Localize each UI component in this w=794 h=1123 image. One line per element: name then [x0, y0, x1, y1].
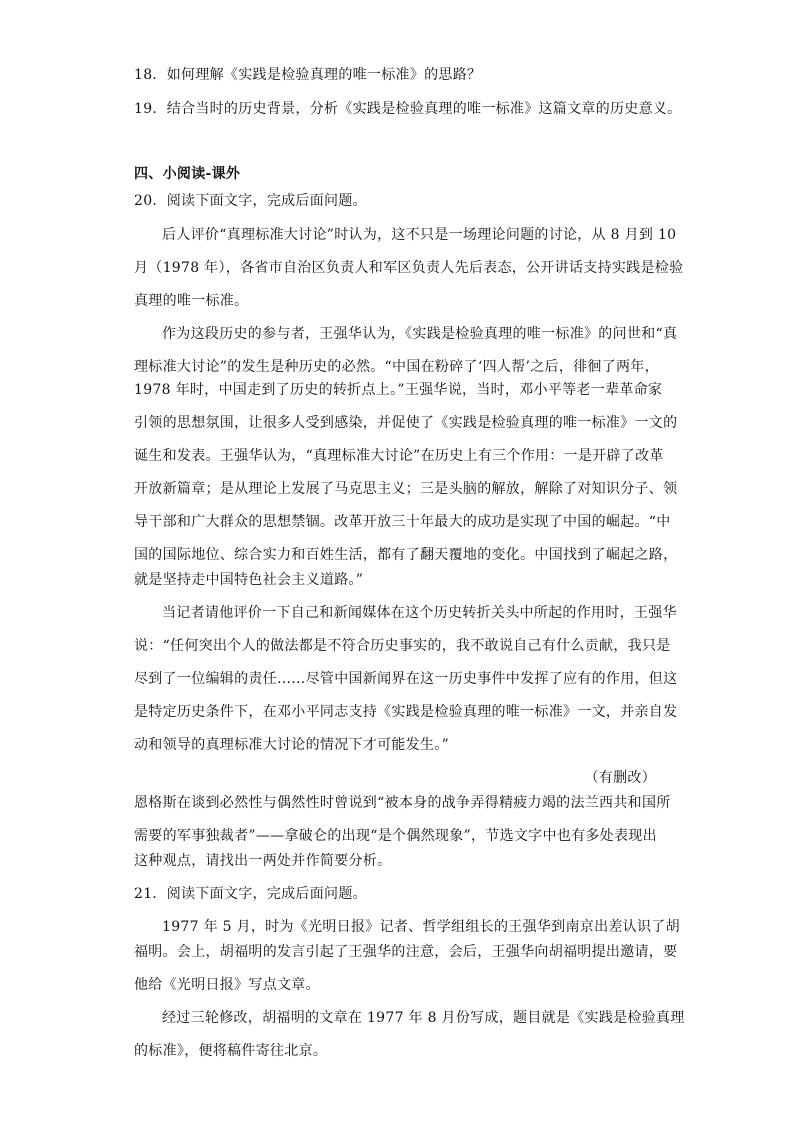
passage-line: 国的国际地位、综合实力和百姓生活，都有了翻天覆地的变化。中国找到了崛起之路， — [134, 547, 678, 563]
passage-line: 他给《光明日报》写点文章。 — [134, 977, 320, 993]
passage-line: 当记者请他评价一下自己和新闻媒体在这个历史转折关头中所起的作用时，王强华 — [162, 605, 677, 621]
passage-line: 说：“任何突出个人的做法都是不符合历史事实的，我不敢说自己有什么贡献，我只是 — [134, 638, 671, 654]
passage-line: 后人评价“真理标准大讨论”时认为，这不只是一场理论问题的讨论，从 8 月到 10 — [162, 227, 677, 243]
section-heading: 四、小阅读-课外 — [134, 166, 241, 182]
passage-line: 作为这段历史的参与者，王强华认为，《实践是检验真理的唯一标准》的问世和“真 — [162, 326, 678, 342]
question-20-prompt: 20．阅读下面文字，完成后面问题。 — [134, 193, 367, 209]
question-19: 19．结合当时的历史背景，分析《实践是检验真理的唯一标准》这篇文章的历史意义。 — [134, 101, 682, 117]
passage-line: 诞生和发表。王强华认为，“真理标准大讨论”在历史上有三个作用：一是开辟了改革 — [134, 448, 664, 464]
passage-line: 真理的唯一标准。 — [134, 293, 249, 309]
passage-line: 是特定历史条件下，在邓小平同志支持《实践是检验真理的唯一标准》一文，并亲自发 — [134, 704, 678, 720]
question-20-text: 需要的军事独裁者”——拿破仑的出现“是个偶然现象”，节选文字中也有多处表现出 — [134, 828, 657, 844]
source-note: （有删改） — [584, 770, 656, 786]
passage-line: 1977 年 5 月，时为《光明日报》记者、哲学组组长的王强华到南京出差认识了胡 — [162, 919, 680, 935]
passage-line: 经过三轮修改，胡福明的文章在 1977 年 8 月份写成，题目就是《实践是检验真理 — [162, 1010, 685, 1026]
passage-line: 尽到了一位编辑的责任……尽管中国新闻界在这一历史事件中发挥了应有的作用，但这 — [134, 671, 678, 687]
passage-line: 就是坚持走中国特色社会主义道路。” — [134, 572, 364, 588]
question-18: 18．如何理解《实践是检验真理的唯一标准》的思路？ — [134, 67, 482, 83]
passage-line: 1978 年时，中国走到了历史的转折点上。”王强华说，当时，邓小平等老一辈革命家 — [134, 382, 663, 398]
passage-line: 动和领导的真理标准大讨论的情况下才可能发生。” — [134, 737, 450, 753]
question-21-prompt: 21．阅读下面文字，完成后面问题。 — [134, 886, 367, 902]
passage-line: 引领的思想氛围，让很多人受到感染，并促使了《实践是检验真理的唯一标准》一文的 — [134, 415, 678, 431]
passage-line: 福明。会上，胡福明的发言引起了王强华的注意，会后，王强华向胡福明提出邀请，要 — [134, 944, 678, 960]
question-20-text: 这种观点，请找出一两处并作简要分析。 — [134, 853, 392, 869]
passage-line: 开放新篇章；是从理论上发展了马克思主义；三是头脑的解放，解除了对知识分子、领 — [134, 481, 678, 497]
passage-line: 月（1978 年），各省市自治区负责人和军区负责人先后表态，公开讲话支持实践是检验 — [134, 260, 684, 276]
passage-line: 导干部和广大群众的思想禁锢。改革开放三十年最大的成功是实现了中国的崛起。“中 — [134, 514, 671, 530]
passage-line: 理标准大讨论”的发生是种历史的必然。“中国在粉碎了‘四人帮’之后，徘徊了两年， — [134, 359, 659, 375]
passage-line: 的标准》，便将稿件寄往北京。 — [134, 1043, 328, 1059]
question-20-text: 恩格斯在谈到必然性与偶然性时曾说到“被本身的战争弄得精疲力竭的法兰西共和国所 — [134, 795, 671, 811]
